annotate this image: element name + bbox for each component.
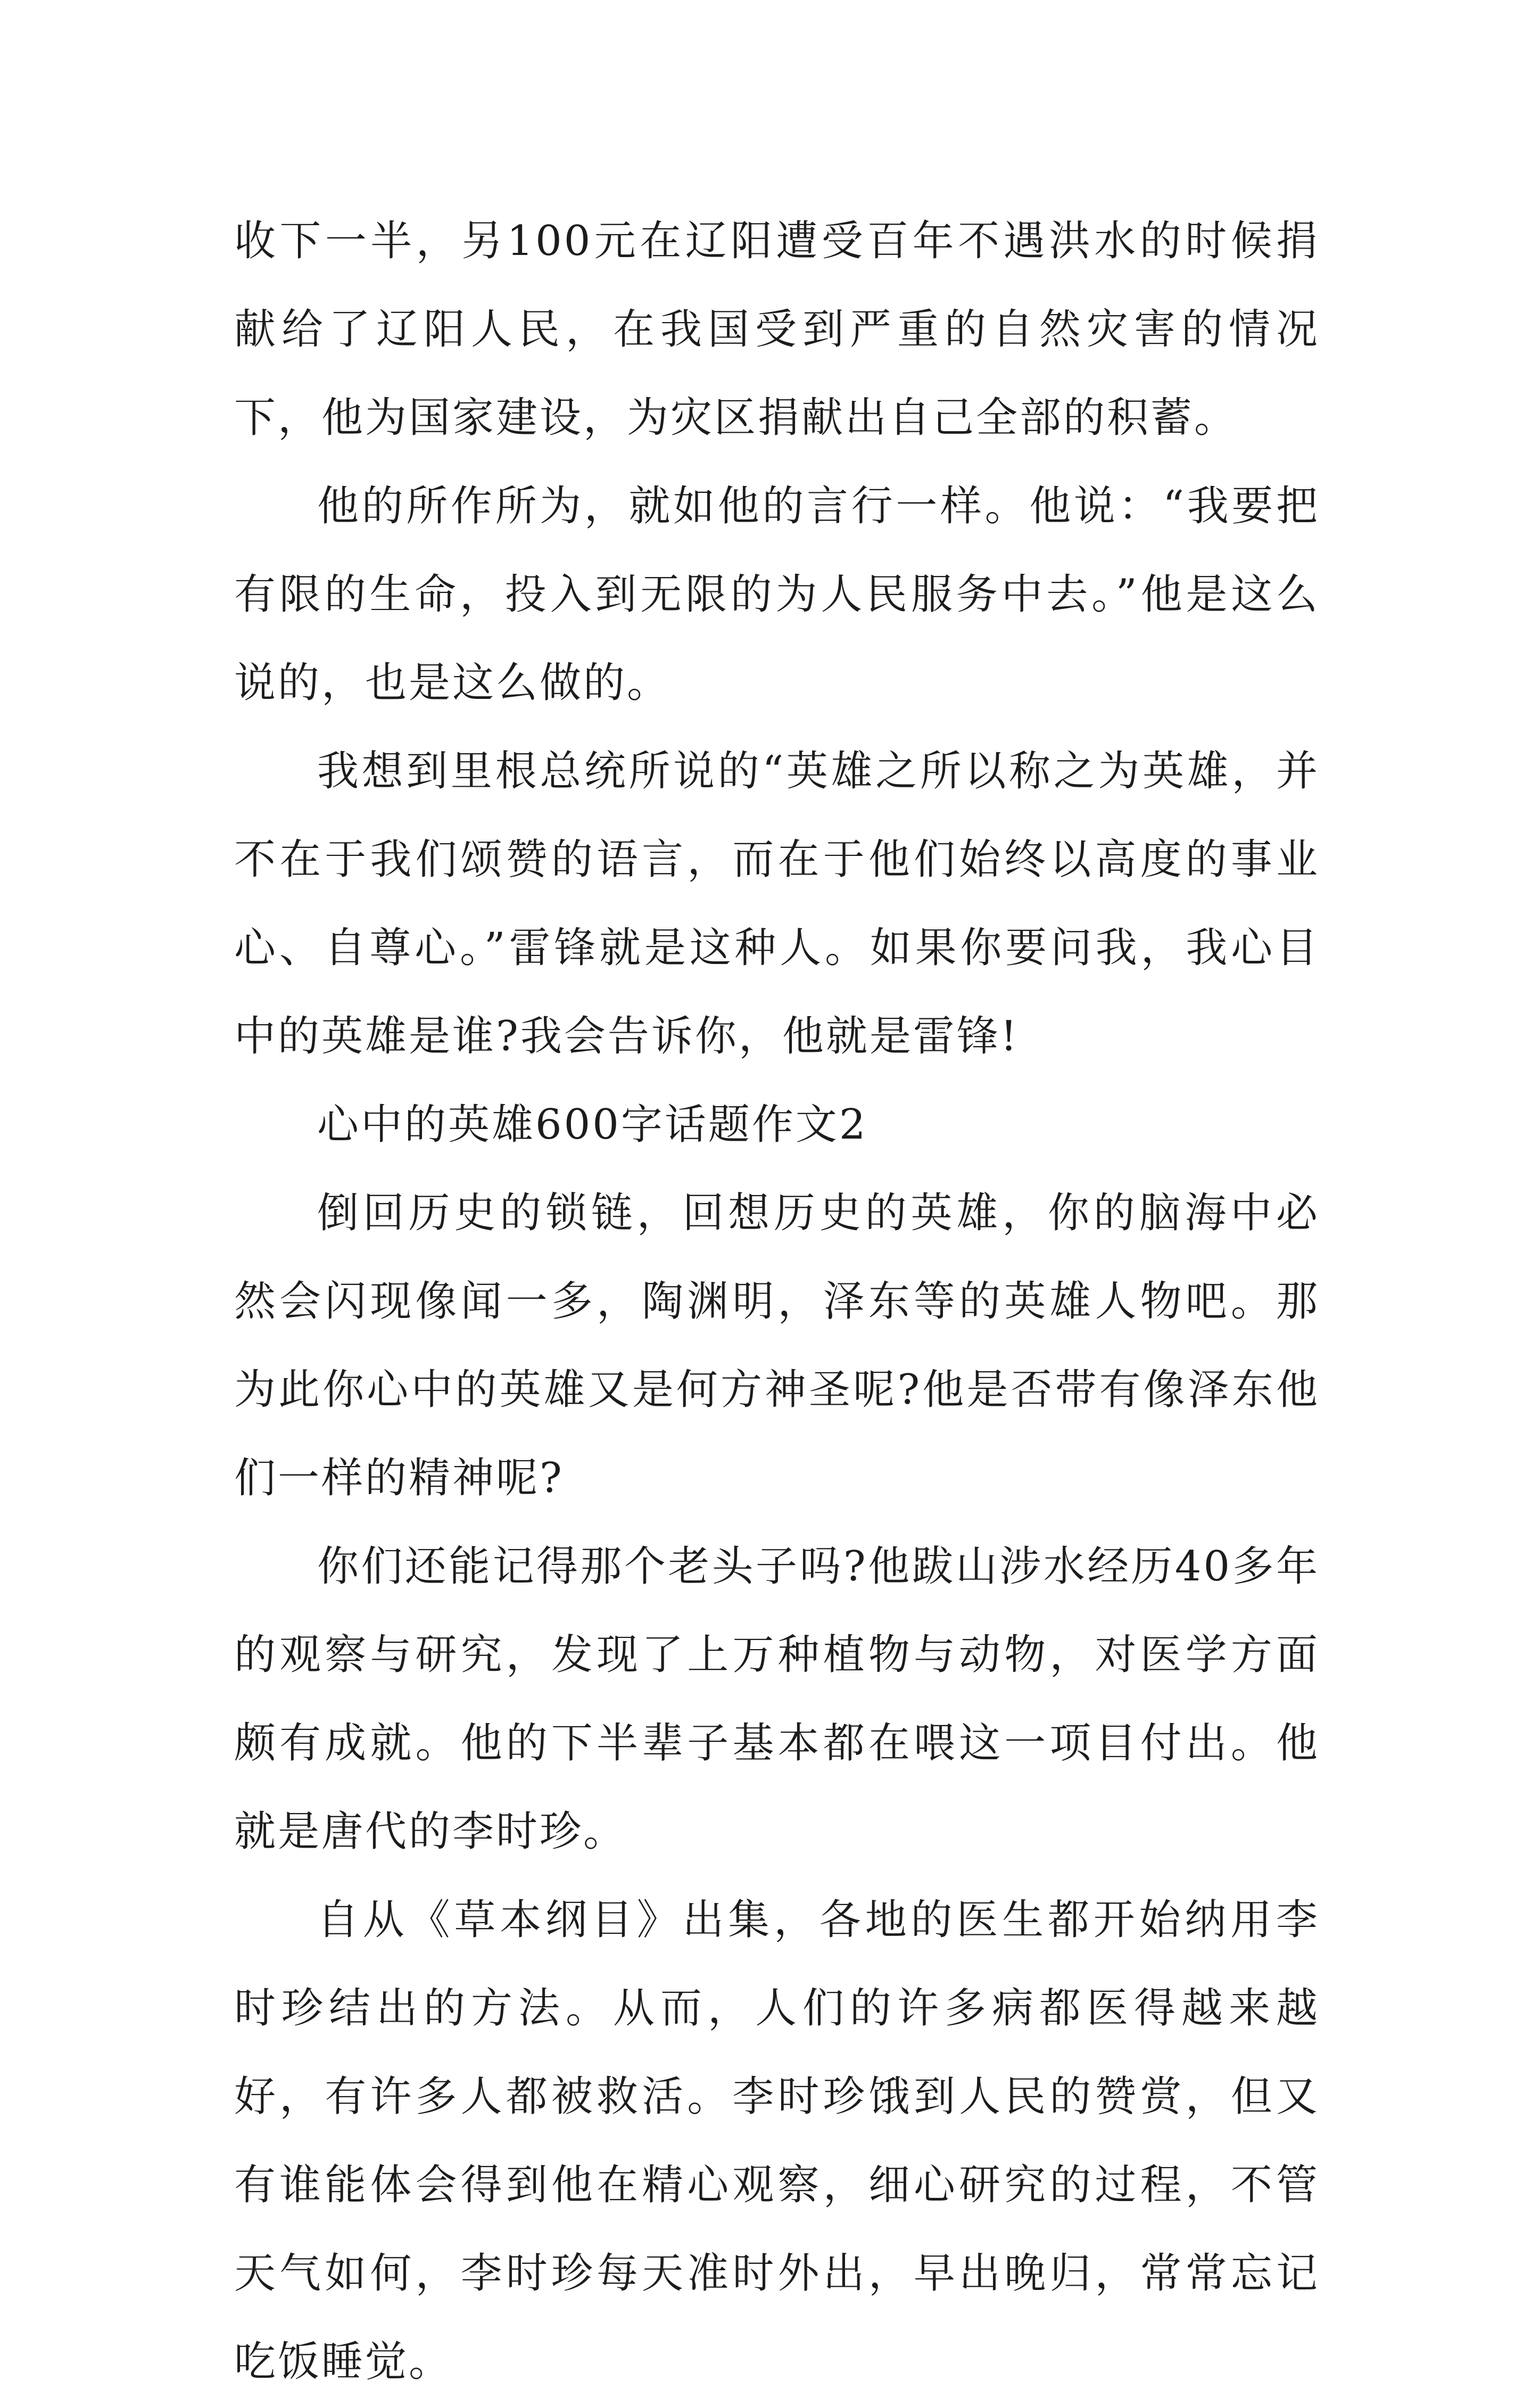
document-body [234, 197, 1320, 2406]
paragraph-6: 自从《草本纲目》出集，各地的医生都开始纳用李时珍结出的方法。从而，人们的许多病都医得越来越好，有许多人都被救活。李时珍饿到人民的赞赏，但又有谁能体会得到他在精心观察，细心研究的过程，不管天气如何，李时珍每天准时外出，早出晚归，常常忘记吃饭睡觉。 [234, 1896, 1320, 2386]
paragraph-4: 倒回历史的锁链，回想历史的英雄，你的脑海中必然会闪现像闻一多，陶渊明，泽东等的英雄人物吧。那为此你心中的英雄又是何方神圣呢?他是否带有像泽东他们一样的精神呢? [234, 1189, 1320, 1502]
paragraph-1: 收下一半，另100元在辽阳遭受百年不遇洪水的时候捐献给了辽阳人民，在我国受到严重的自然灾害的情况下，他为国家建设，为灾区捐献出自己全部的积蓄。 [234, 217, 1320, 442]
section-heading: 心中的英雄600字话题作文2 [317, 1101, 868, 1149]
paragraph-3: 我想到里根总统所说的“英雄之所以称之为英雄，并不在于我们颂赞的语言，而在于他们始终以高度的事业心、自尊心。”雷锋就是这种人。如果你要问我，我心目中的英雄是谁?我会告诉你，他就是雷锋! [234, 747, 1320, 1060]
paragraph-5: 你们还能记得那个老头子吗?他跋山涉水经历40多年的观察与研究，发现了上万种植物与动物，对医学方面颇有成就。他的下半辈子基本都在喂这一项目付出。他就是唐代的李时珍。 [234, 1543, 1320, 1856]
paragraph-2: 他的所作所为，就如他的言行一样。他说：“我要把有限的生命，投入到无限的为人民服务中去。”他是这么说的，也是这么做的。 [234, 482, 1320, 707]
